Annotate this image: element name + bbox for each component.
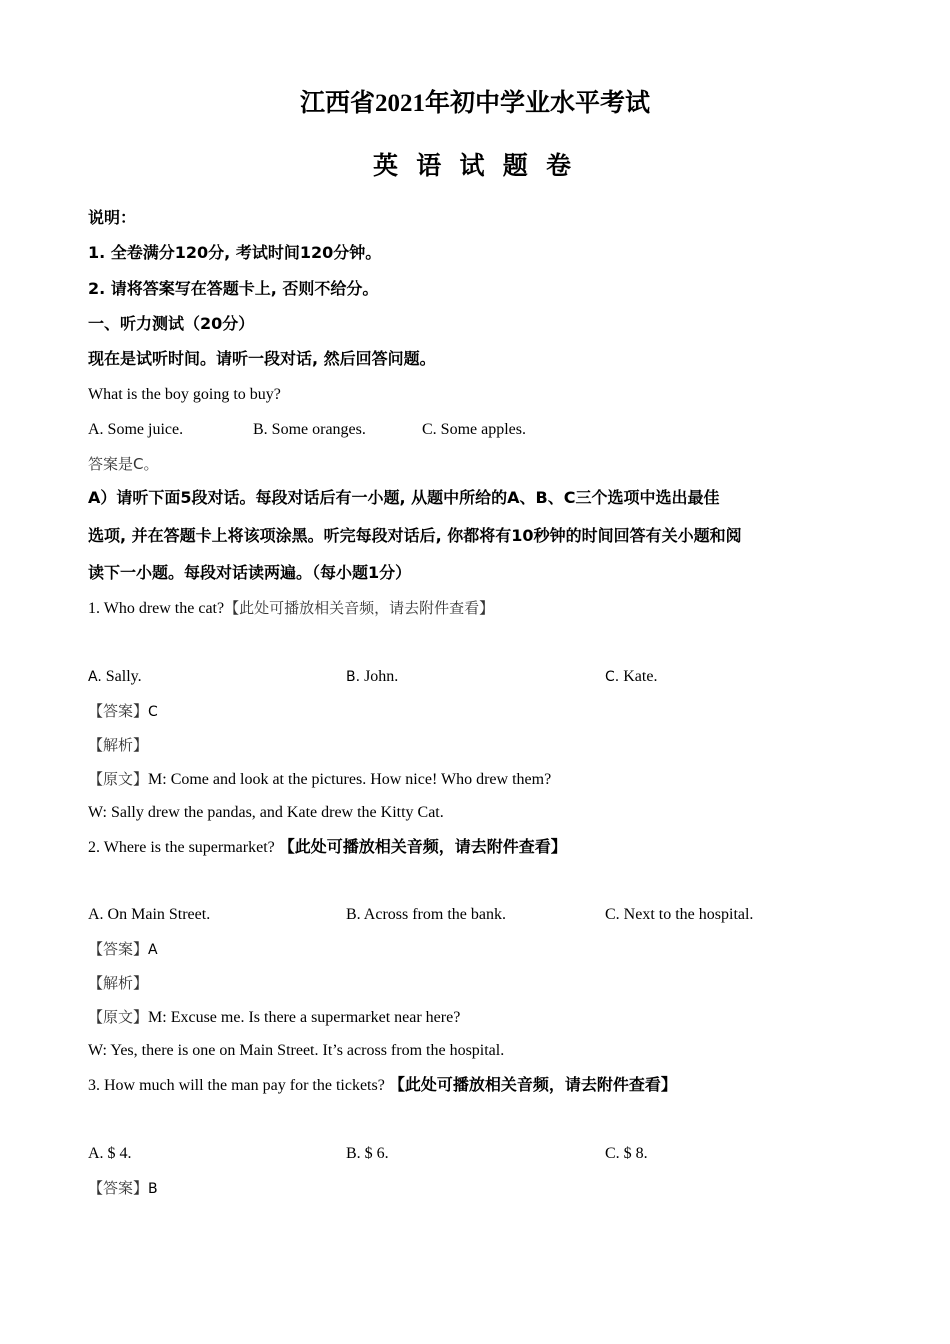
trial-note: 现在是试听时间。请听一段对话, 然后回答问题。 bbox=[88, 349, 436, 368]
q1-option-b: B. John. bbox=[346, 668, 399, 685]
trial-option-c: C. Some apples. bbox=[422, 421, 526, 438]
q3-option-a: A. $ 4. bbox=[88, 1145, 132, 1162]
q3-option-b: B. $ 6. bbox=[346, 1145, 389, 1162]
trial-option-b: B. Some oranges. bbox=[253, 421, 366, 438]
q1-option-c: C. Kate. bbox=[605, 668, 658, 685]
audio-note[interactable]: 【此处可播放相关音频，请去附件查看】 bbox=[224, 599, 495, 617]
question-2 bbox=[88, 837, 567, 858]
q2-option-c: C. Next to the hospital. bbox=[605, 906, 754, 923]
instruction-item-2: 2. 请将答案写在答题卡上, 否则不给分。 bbox=[88, 279, 379, 298]
trial-answer: 答案是C。 bbox=[88, 455, 159, 473]
q2-answer: 【答案】A bbox=[88, 940, 158, 958]
part-a-instruction-line-1: A）请听下面5段对话。每段对话后有一小题, 从题中所给的A、B、C三个选项中选出最佳 bbox=[88, 488, 720, 507]
question-3 bbox=[88, 1075, 677, 1096]
exam-title: 江西省2021年初中学业水平考试 bbox=[299, 90, 650, 117]
q3-answer: 【答案】B bbox=[88, 1179, 158, 1197]
q2-option-a: A. On Main Street. bbox=[88, 906, 211, 923]
part-a-instruction-line-2: 选项, 并在答题卡上将该项涂黑。听完每段对话后, 你都将有10秒钟的时间回答有关小题和阅 bbox=[88, 526, 742, 545]
q2-transcript-m: 【原文】M: Excuse me. Is there a supermarket near here? bbox=[88, 1008, 461, 1026]
q1-transcript-m: 【原文】M: Come and look at the pictures. How nice! Who drew them? bbox=[88, 770, 552, 788]
q1-option-a: A. Sally. bbox=[88, 668, 142, 685]
question-text: 1. Who drew the cat? bbox=[88, 600, 225, 617]
audio-note[interactable]: 【此处可播放相关音频，请去附件查看】 bbox=[278, 837, 567, 856]
question-text: 3. How much will the man pay for the tickets? bbox=[88, 1077, 385, 1094]
question-1 bbox=[88, 598, 494, 619]
part-a-instruction-line-3: 读下一小题。每段对话读两遍。（每小题1分） bbox=[88, 563, 412, 582]
instructions-label: 说明： bbox=[88, 208, 137, 227]
q1-answer: 【答案】C bbox=[88, 702, 158, 720]
instruction-item-1: 1. 全卷满分120分, 考试时间120分钟。 bbox=[88, 243, 382, 262]
q2-transcript-w: W: Yes, there is one on Main Street. It’s across from the hospital. bbox=[88, 1042, 505, 1059]
exam-subtitle: 英 语 试 题 卷 bbox=[372, 153, 577, 180]
trial-question: What is the boy going to buy? bbox=[88, 386, 281, 403]
audio-note[interactable]: 【此处可播放相关音频，请去附件查看】 bbox=[388, 1075, 677, 1094]
q3-option-c: C. $ 8. bbox=[605, 1145, 648, 1162]
q1-analysis-label: 【解析】 bbox=[88, 736, 149, 754]
q2-option-b: B. Across from the bank. bbox=[346, 906, 506, 923]
question-text: 2. Where is the supermarket? bbox=[88, 839, 275, 856]
q1-transcript-w: W: Sally drew the pandas, and Kate drew the Kitty Cat. bbox=[88, 804, 444, 821]
trial-option-a: A. Some juice. bbox=[88, 421, 184, 438]
q2-analysis-label: 【解析】 bbox=[88, 974, 149, 992]
section-heading-listening: 一、听力测试（20分） bbox=[88, 314, 255, 333]
